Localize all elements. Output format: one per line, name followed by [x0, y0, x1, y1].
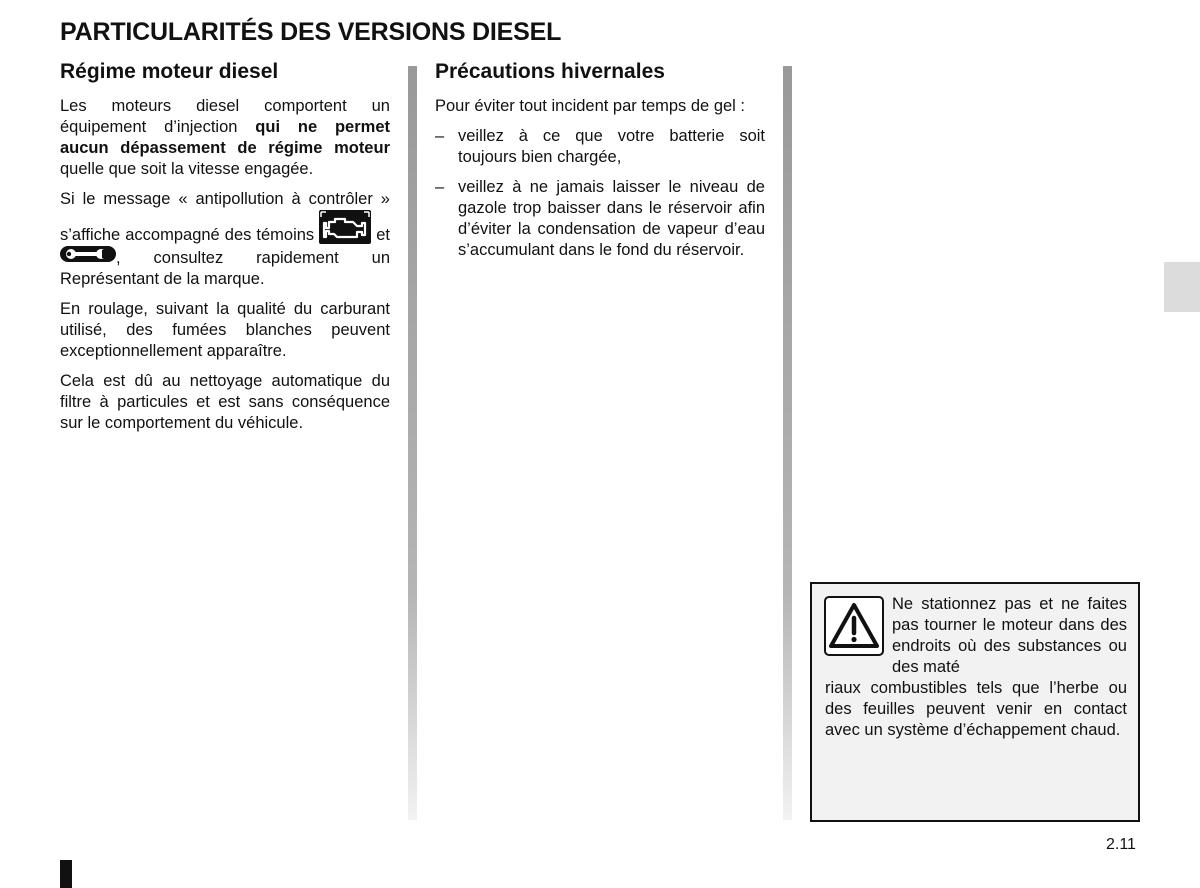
- page-title: PARTICULARITÉS DES VERSIONS DIESEL: [60, 18, 562, 46]
- column-divider-bar: [783, 66, 792, 820]
- page-corner-mark: [60, 860, 72, 888]
- list-dash: –: [435, 127, 445, 145]
- warning-box: [810, 582, 1140, 822]
- paragraph-filter-cleaning: Cela est dû au nettoyage automatique du filtre à particules et est sans conséquence sur le comportement du véhicule.: [60, 372, 390, 432]
- paragraph-injection: [60, 96, 390, 180]
- chapter-tab-marker: [1164, 262, 1200, 312]
- paragraph-text: et: [371, 226, 390, 244]
- bold-text: qui ne permet aucun dépassement de régime moteur: [60, 118, 390, 157]
- warning-text-continued: riaux combustibles tels que l’herbe ou des feuilles peuvent venir en contact avec un système d’échappement chaud.: [825, 679, 1127, 739]
- paragraph-antipollution: [60, 189, 390, 290]
- wrench-service-icon: [60, 246, 116, 262]
- section-heading-diesel-rpm: Régime moteur diesel: [60, 60, 279, 83]
- page-number: 2.11: [1106, 836, 1136, 853]
- warning-triangle-icon: [824, 596, 884, 656]
- paragraph-text: , consultez rapidement un Représentant de la marque.: [60, 249, 390, 288]
- section-heading-winter: Précautions hivernales: [435, 60, 665, 83]
- left-column: [60, 60, 390, 443]
- paragraph-winter-intro: Pour éviter tout incident par temps de gel :: [435, 97, 746, 115]
- paragraph-text: Si le message « antipollution à contrôler » s’affiche accompagné des témoins: [60, 190, 390, 244]
- paragraph-text: quelle que soit la vitesse engagée.: [60, 160, 314, 178]
- list-dash: –: [435, 178, 445, 196]
- middle-column: [435, 60, 765, 270]
- list-item: [435, 126, 765, 168]
- column-divider-bar: [408, 66, 417, 820]
- warning-text: Ne stationnez pas et ne faites pas tourner le moteur dans des endroits où des substances ou des maté: [892, 595, 1127, 676]
- list-item-text: veillez à ce que votre batterie soit toujours bien chargée,: [458, 127, 765, 166]
- paragraph-text: Les moteurs diesel comportent un équipement d’injection: [60, 97, 390, 136]
- list-item: [435, 177, 765, 261]
- paragraph-white-smoke: En roulage, suivant la qualité du carburant utilisé, des fumées blanches peuvent exceptionnellement apparaître.: [60, 300, 390, 360]
- list-item-text: veillez à ne jamais laisser le niveau de gazole trop baisser dans le réservoir afin d’éviter la condensation de vapeur d’eau s’accumulant dans le fond du réservoir.: [458, 178, 765, 259]
- engine-warning-icon: [319, 210, 371, 244]
